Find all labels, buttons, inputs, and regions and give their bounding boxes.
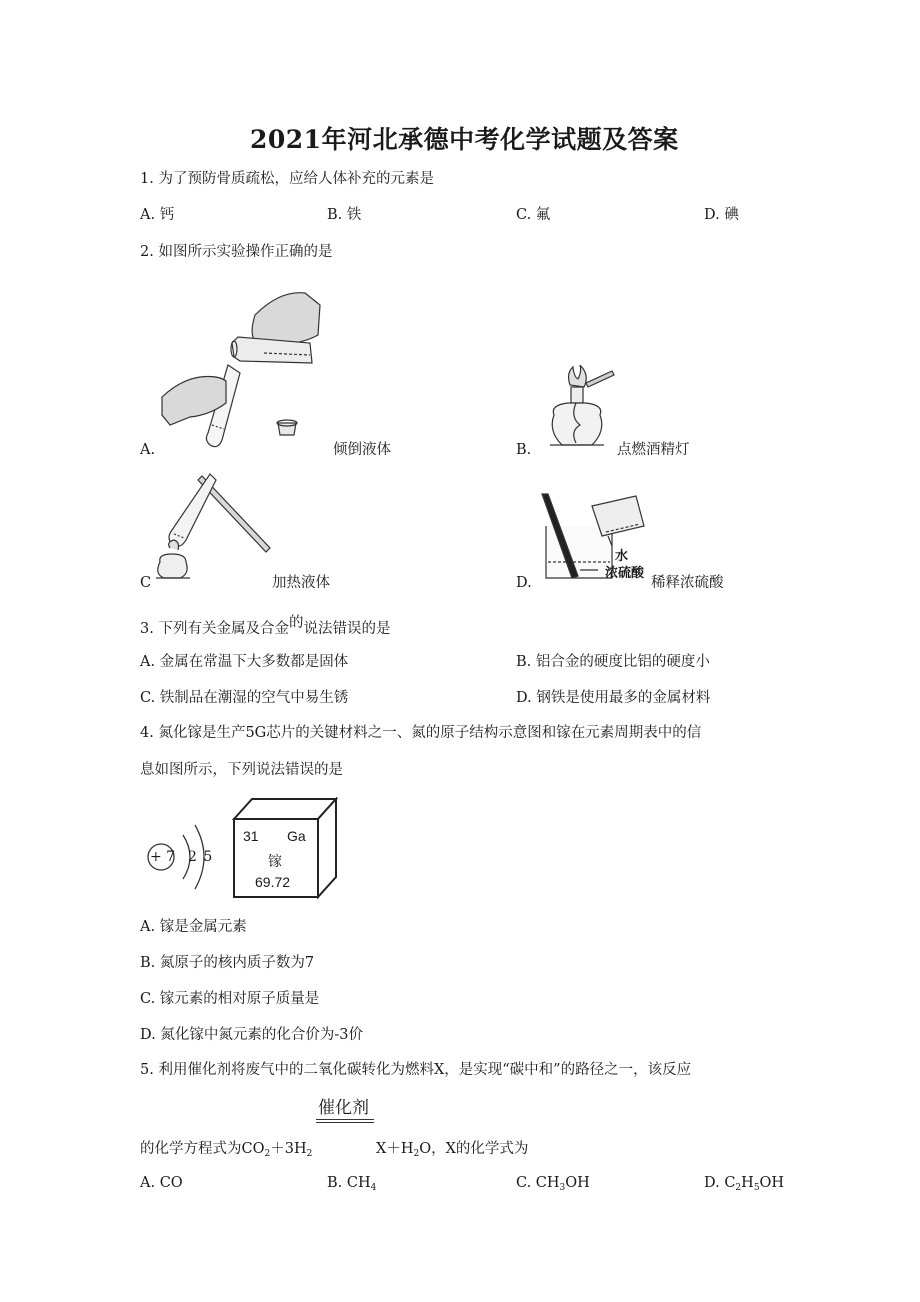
q1-option-a: A. 钙 — [140, 207, 175, 223]
d-fig-water-label: 水 — [615, 549, 629, 564]
q4-option-c: C. 镓元素的相对原子质量是 — [140, 991, 320, 1007]
eq-sub-1: 2 — [264, 1149, 271, 1159]
q2-b-caption: 点燃酒精灯 — [617, 442, 690, 458]
q5-catalyst-label: 催化剂 — [318, 1098, 369, 1118]
q2-d-caption: 稀释浓硫酸 — [651, 575, 724, 591]
q2-b-label: B. — [516, 442, 532, 458]
q1-option-c: C. 氟 — [516, 207, 551, 223]
reaction-arrow-line-top — [316, 1119, 374, 1120]
eq-mid: ＋3H — [270, 1141, 307, 1157]
q3-option-b: B. 铝合金的硬度比铝的硬度小 — [516, 654, 710, 670]
q4-stem-line1: 4. 氮化镓是生产5G芯片的关键材料之一、氮的原子结构示意图和镓在元素周期表中的信 — [140, 725, 702, 741]
q3-option-a: A. 金属在常温下大多数都是固体 — [140, 654, 349, 670]
q5-option-b-sub: 4 — [370, 1183, 377, 1193]
q3-stem — [140, 615, 391, 638]
q2-a-label: A. — [140, 442, 156, 458]
cell-element-name: 镓 — [268, 854, 282, 870]
q5-option-d-text: D. C — [704, 1175, 736, 1191]
q3-option-d: D. 钢铁是使用最多的金属材料 — [516, 690, 711, 706]
q3-stem-after: 说法错误的是 — [303, 621, 391, 637]
q5-option-b — [327, 1174, 376, 1197]
cell-atomic-mass: 69.72 — [255, 874, 291, 890]
q4-option-b: B. 氮原子的核内质子数为7 — [140, 955, 315, 971]
d-fig-acid-label: 浓硫酸 — [605, 566, 645, 581]
atom-nucleus-charge: + 7 — [150, 849, 176, 865]
cell-atomic-number: 31 — [243, 828, 259, 844]
q4-option-d: D. 氮化镓中氮元素的化合价为-3价 — [140, 1027, 363, 1043]
q5-stem-line1: 5. 利用催化剂将废气中的二氧化碳转化为燃料X，是实现“碳中和”的路径之一，该反应 — [140, 1062, 692, 1078]
q5-option-c-text: C. CH — [516, 1175, 560, 1191]
q2-a-caption: 倾倒液体 — [333, 442, 391, 458]
page-title: 2021年河北承德中考化学试题及答案 — [250, 125, 679, 154]
q2-d-label: D. — [516, 575, 532, 591]
cell-symbol: Ga — [287, 828, 306, 844]
reaction-arrow-line-bottom — [316, 1122, 374, 1123]
eq-sub-2: 2 — [306, 1149, 313, 1159]
atom-electron-shells: 2 5 — [188, 849, 214, 865]
q4-option-a: A. 镓是金属元素 — [140, 919, 247, 935]
q2-c-label: C — [140, 575, 152, 591]
q3-option-c: C. 铁制品在潮湿的空气中易生锈 — [140, 690, 349, 706]
q5-equation-right — [376, 1140, 528, 1163]
heating-liquid-figure — [150, 470, 280, 585]
q5-equation-left — [140, 1140, 312, 1163]
q5-option-d-sub1: 2 — [735, 1183, 742, 1193]
q2-stem: 2. 如图所示实验操作正确的是 — [140, 244, 333, 260]
q5-option-d-sub2: 5 — [753, 1183, 760, 1193]
q5-option-d-mid: H — [741, 1175, 754, 1191]
eq-sub-3: 2 — [413, 1149, 420, 1159]
q5-option-c-suffix: OH — [565, 1175, 590, 1191]
pouring-liquid-figure — [160, 285, 330, 455]
eq-right-suffix: O，X的化学式为 — [419, 1141, 529, 1157]
eq-prefix: 的化学方程式为CO — [140, 1141, 265, 1157]
q5-option-c-sub: 3 — [559, 1183, 566, 1193]
q3-stem-sup: 的 — [288, 615, 304, 631]
q1-option-d: D. 碘 — [704, 207, 739, 223]
q3-stem-before: 3. 下列有关金属及合金 — [140, 621, 289, 637]
q5-option-a: A. CO — [140, 1175, 183, 1191]
q5-option-c — [516, 1174, 590, 1197]
q5-option-d — [704, 1174, 784, 1197]
q1-stem: 1. 为了预防骨质疏松，应给人体补充的元素是 — [140, 171, 434, 187]
q4-stem-line2: 息如图所示，下列说法错误的是 — [140, 762, 343, 778]
alcohol-lamp-figure — [540, 365, 615, 460]
q5-option-d-suffix: OH — [759, 1175, 785, 1191]
q5-option-b-text: B. CH — [327, 1175, 371, 1191]
q1-option-b: B. 铁 — [327, 207, 362, 223]
q2-c-caption: 加热液体 — [272, 575, 330, 591]
eq-right-prefix: X＋H — [376, 1141, 414, 1157]
